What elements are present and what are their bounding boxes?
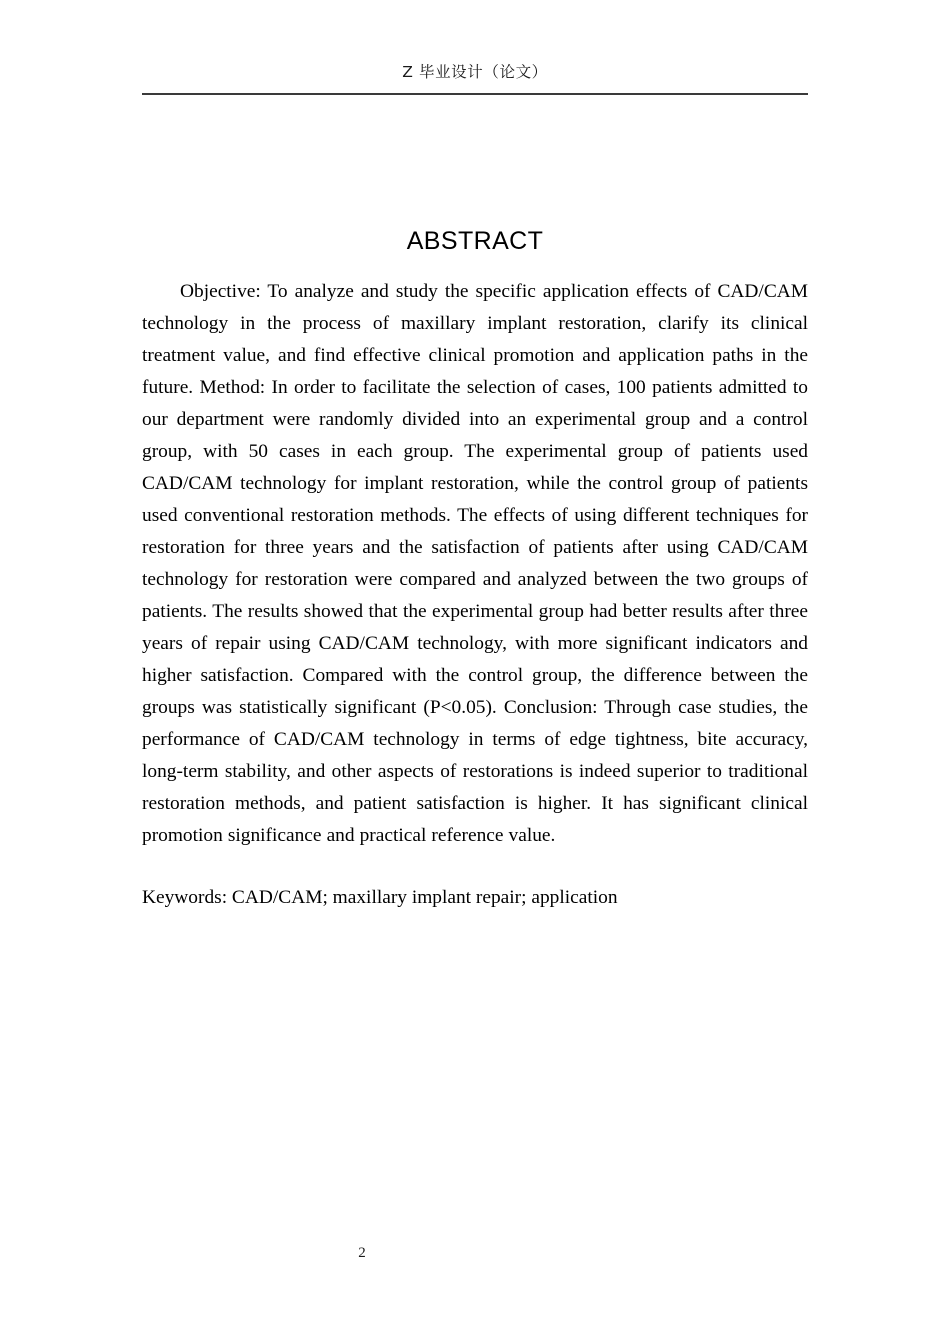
running-header xyxy=(142,62,808,84)
abstract-paragraph: Objective: To analyze and study the specific application effects of CAD/CAM technology in the process of maxillary implant restoration, clarify its clinical treatment value, and find effective clinical promotion and application paths in the future. Method: In order to facilitate the selection of cases, 100 patients admitted to our department were randomly divided into an experimental group and a control group, with 50 cases in each group. The experimental group of patients used CAD/CAM technology for implant restoration, while the control group of patients used conventional restoration methods. The effects of using different techniques for restoration for three years and the satisfaction of patients after using CAD/CAM technology for restoration were compared and analyzed between the two groups of patients. The results showed that the experimental group had better results after three years of repair using CAD/CAM technology, with more significant indicators and higher satisfaction. Compared with the control group, the difference between the groups was statistically significant (P<0.05). Conclusion: Through case studies, the performance of CAD/CAM technology in terms of edge tightness, bite accuracy, long-term stability, and other aspects of restorations is indeed superior to traditional restoration methods, and patient satisfaction is higher. It has significant clinical promotion significance and practical reference value. xyxy=(142,281,808,846)
header-rule-divider xyxy=(142,93,808,95)
running-header-title: Z 毕业设计（论文） xyxy=(402,63,548,81)
abstract-body xyxy=(142,276,808,914)
page-title: ABSTRACT xyxy=(406,226,544,255)
page-number: 2 xyxy=(358,1245,366,1261)
keywords-line: Keywords: CAD/CAM; maxillary implant repair; application xyxy=(142,887,618,908)
